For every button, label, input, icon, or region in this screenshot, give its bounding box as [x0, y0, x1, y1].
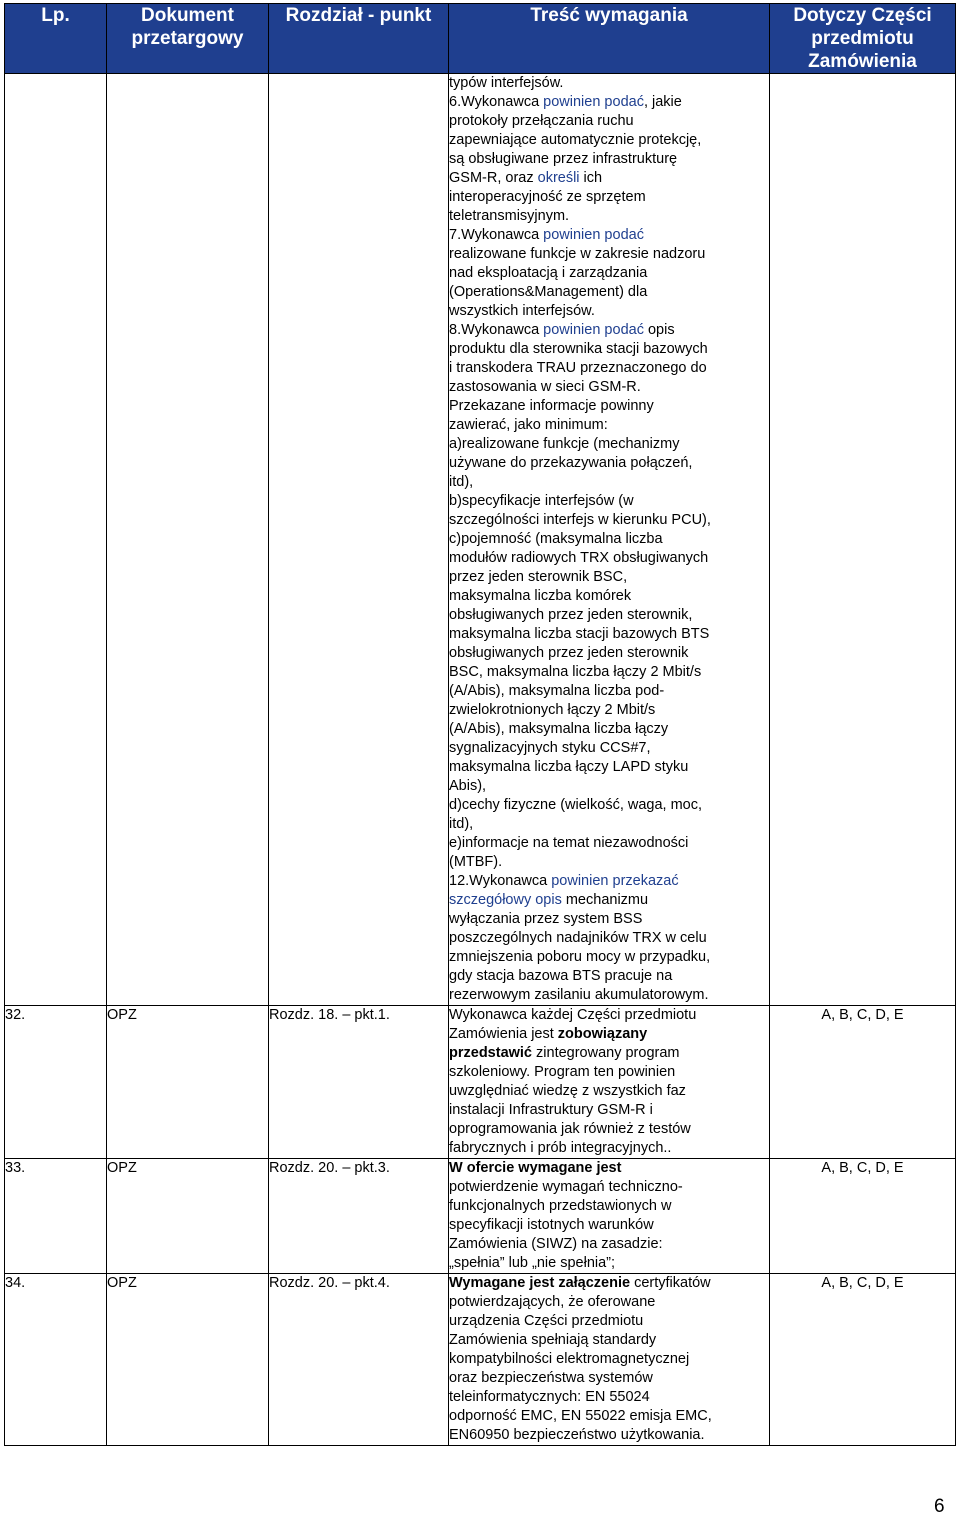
text-line	[449, 663, 769, 682]
text-segment: (MTBF).	[449, 854, 503, 870]
text-line	[449, 264, 769, 283]
cell-lp: 32.	[5, 1006, 107, 1159]
text-line	[449, 739, 769, 758]
text-segment: Zamówienia spełniają standardy	[449, 1332, 657, 1348]
text-segment: gdy stacja bazowa BTS pracuje na	[449, 968, 673, 984]
text-segment: zwielokrotnionych łączy 2 Mbit/s	[449, 702, 656, 718]
text-line	[449, 758, 769, 777]
text-line	[449, 910, 769, 929]
text-segment: oraz bezpieczeństwa systemów	[449, 1370, 653, 1386]
text-segment: itd),	[449, 816, 474, 832]
emphasis-text: powinien podać	[543, 322, 644, 338]
cell-lp: 34.	[5, 1274, 107, 1446]
text-segment: interoperacyjność ze sprzętem	[449, 189, 646, 205]
text-line	[449, 1274, 769, 1293]
text-segment: GSM-R, oraz	[449, 170, 538, 186]
cell-lp: 33.	[5, 1159, 107, 1274]
text-segment: używane do przekazywania połączeń,	[449, 455, 693, 471]
text-line	[449, 150, 769, 169]
text-segment: 8.Wykonawca	[449, 322, 544, 338]
text-segment: i transkodera TRAU przeznaczonego do	[449, 360, 707, 376]
text-line	[449, 378, 769, 397]
text-line	[449, 1216, 769, 1235]
cell-document	[107, 74, 269, 1006]
text-line	[449, 682, 769, 701]
cell-parts: A, B, C, D, E	[770, 1159, 956, 1274]
text-segment: zintegrowany program	[532, 1045, 680, 1061]
header-content: Treść wymagania	[449, 4, 770, 74]
text-segment: Przekazane informacje powinny	[449, 398, 654, 414]
text-segment: typów interfejsów.	[449, 75, 564, 91]
text-line	[449, 1044, 769, 1063]
text-segment: są obsługiwane przez infrastrukturę	[449, 151, 678, 167]
text-segment: urządzenia Części przedmiotu	[449, 1313, 644, 1329]
text-segment: Wykonawca każdej Części przedmiotu	[449, 1007, 697, 1023]
text-segment: itd),	[449, 474, 474, 490]
text-segment: maksymalna liczba stacji bazowych BTS	[449, 626, 710, 642]
text-line	[449, 131, 769, 150]
text-line	[449, 207, 769, 226]
cell-requirement-text	[449, 1274, 770, 1446]
cell-document: OPZ	[107, 1006, 269, 1159]
text-line	[449, 1254, 769, 1273]
text-line	[449, 815, 769, 834]
cell-requirement-text	[449, 1159, 770, 1274]
text-line	[449, 568, 769, 587]
text-line	[449, 1178, 769, 1197]
text-segment: zawierać, jako minimum:	[449, 417, 608, 433]
text-line	[449, 169, 769, 188]
header-parts: Dotyczy Części przedmiotu Zamówienia	[770, 4, 956, 74]
text-segment: a)realizowane funkcje (mechanizmy	[449, 436, 680, 452]
text-segment: instalacji Infrastruktury GSM-R i	[449, 1102, 653, 1118]
text-line	[449, 473, 769, 492]
table-row	[5, 1006, 956, 1159]
text-line	[449, 1197, 769, 1216]
text-line	[449, 245, 769, 264]
text-line	[449, 872, 769, 891]
text-segment: protokoły przełączania ruchu	[449, 113, 634, 129]
table-row	[5, 1159, 956, 1274]
text-segment: nad eksploatacją i zarządzania	[449, 265, 648, 281]
text-segment: mechanizmu	[561, 892, 649, 908]
text-segment: (A/Abis), maksymalna liczba pod-	[449, 683, 665, 699]
text-line	[449, 1426, 769, 1445]
text-segment: d)cechy fizyczne (wielkość, waga, moc,	[449, 797, 703, 813]
text-line	[449, 511, 769, 530]
text-line	[449, 340, 769, 359]
text-line	[449, 777, 769, 796]
text-line	[449, 283, 769, 302]
text-segment: 12.Wykonawca	[449, 873, 552, 889]
page-number: 6	[934, 1496, 945, 1517]
header-lp: Lp.	[5, 4, 107, 74]
cell-parts	[770, 74, 956, 1006]
cell-document: OPZ	[107, 1159, 269, 1274]
text-line	[449, 834, 769, 853]
text-line	[449, 492, 769, 511]
text-line	[449, 986, 769, 1005]
text-segment: „spełnia” lub „nie spełnia”;	[449, 1255, 616, 1271]
emphasis-text: Wymagane jest załączenie	[449, 1275, 631, 1291]
text-line	[449, 891, 769, 910]
text-line	[449, 644, 769, 663]
text-segment: realizowane funkcje w zakresie nadzoru	[449, 246, 706, 262]
text-line	[449, 1293, 769, 1312]
text-segment: szkoleniowy. Program ten powinien	[449, 1064, 676, 1080]
text-segment: c)pojemność (maksymalna liczba	[449, 531, 663, 547]
text-segment: EN60950 bezpieczeństwo użytkowania.	[449, 1427, 705, 1443]
text-line	[449, 1063, 769, 1082]
text-line	[449, 853, 769, 872]
cell-parts: A, B, C, D, E	[770, 1006, 956, 1159]
cell-document: OPZ	[107, 1274, 269, 1446]
text-segment: modułów radiowych TRX obsługiwanych	[449, 550, 709, 566]
text-segment: sygnalizacyjnych styku CCS#7,	[449, 740, 651, 756]
text-line	[449, 74, 769, 93]
emphasis-text: określi	[537, 170, 580, 186]
text-segment: specyfikacji istotnych warunków	[449, 1217, 654, 1233]
emphasis-text: W ofercie wymagane jest	[449, 1160, 622, 1176]
cell-section	[269, 74, 449, 1006]
text-line	[449, 188, 769, 207]
text-segment: funkcjonalnych przedstawionych w	[449, 1198, 672, 1214]
header-section: Rozdział - punkt	[269, 4, 449, 74]
text-line	[449, 549, 769, 568]
text-segment: uwzględniać wiedzę z wszystkich faz	[449, 1083, 686, 1099]
text-segment: produktu dla sterownika stacji bazowych	[449, 341, 708, 357]
table-header-row	[5, 4, 956, 74]
text-segment: 7.Wykonawca	[449, 227, 544, 243]
text-line	[449, 226, 769, 245]
cell-requirement-text	[449, 74, 770, 1006]
header-document: Dokument przetargowy	[107, 4, 269, 74]
text-line	[449, 112, 769, 131]
text-segment: zapewniające automatycznie protekcję,	[449, 132, 702, 148]
text-line	[449, 93, 769, 112]
text-segment: wyłączania przez system BSS	[449, 911, 643, 927]
text-segment: opis	[643, 322, 675, 338]
text-segment: wszystkich interfejsów.	[449, 303, 595, 319]
text-line	[449, 1025, 769, 1044]
text-segment: 6.Wykonawca	[449, 94, 544, 110]
text-segment: certyfikatów	[630, 1275, 711, 1291]
cell-section: Rozdz. 20. – pkt.3.	[269, 1159, 449, 1274]
text-line	[449, 929, 769, 948]
text-segment: obsługiwanych przez jeden sterownik	[449, 645, 689, 661]
text-line	[449, 530, 769, 549]
text-line	[449, 359, 769, 378]
text-segment: Zamówienia (SIWZ) na zasadzie:	[449, 1236, 663, 1252]
text-line	[449, 587, 769, 606]
text-segment: maksymalna liczba łączy LAPD styku	[449, 759, 689, 775]
cell-section: Rozdz. 18. – pkt.1.	[269, 1006, 449, 1159]
text-line	[449, 1159, 769, 1178]
text-segment: zmniejszenia poboru mocy w przypadku,	[449, 949, 711, 965]
text-line	[449, 1006, 769, 1025]
text-line	[449, 1082, 769, 1101]
text-line	[449, 1139, 769, 1158]
cell-parts: A, B, C, D, E	[770, 1274, 956, 1446]
table-row-continuation	[5, 74, 956, 1006]
cell-requirement-text	[449, 1006, 770, 1159]
text-segment: rezerwowym zasilaniu akumulatorowym.	[449, 987, 709, 1003]
cell-lp	[5, 74, 107, 1006]
text-line	[449, 1101, 769, 1120]
text-segment: potwierdzających, że oferowane	[449, 1294, 656, 1310]
text-line	[449, 796, 769, 815]
text-segment: szczególności interfejs w kierunku PCU),	[449, 512, 711, 528]
text-segment: , jakie	[643, 94, 682, 110]
text-segment: teletransmisyjnym.	[449, 208, 570, 224]
text-line	[449, 435, 769, 454]
text-line	[449, 606, 769, 625]
text-segment: zastosowania w sieci GSM-R.	[449, 379, 641, 395]
text-line	[449, 1331, 769, 1350]
text-line	[449, 416, 769, 435]
text-segment: kompatybilności elektromagnetycznej	[449, 1351, 690, 1367]
text-line	[449, 397, 769, 416]
text-segment: poszczególnych nadajników TRX w celu	[449, 930, 707, 946]
text-segment: obsługiwanych przez jeden sterownik,	[449, 607, 693, 623]
emphasis-text: powinien podać	[543, 94, 644, 110]
requirements-table	[4, 3, 956, 1446]
text-line	[449, 302, 769, 321]
text-segment: ich	[579, 170, 603, 186]
text-line	[449, 1235, 769, 1254]
emphasis-text: przedstawić	[449, 1045, 532, 1061]
text-segment: (A/Abis), maksymalna liczba łączy	[449, 721, 669, 737]
text-line	[449, 1350, 769, 1369]
text-line	[449, 948, 769, 967]
text-line	[449, 1312, 769, 1331]
emphasis-text: powinien przekazać	[551, 873, 679, 889]
text-line	[449, 720, 769, 739]
table-row	[5, 1274, 956, 1446]
text-line	[449, 321, 769, 340]
text-line	[449, 701, 769, 720]
text-segment: Abis),	[449, 778, 487, 794]
text-segment: Zamówienia jest	[449, 1026, 558, 1042]
emphasis-text: powinien podać	[543, 227, 644, 243]
text-segment: maksymalna liczba komórek	[449, 588, 632, 604]
text-segment: fabrycznych i prób integracyjnych..	[449, 1140, 672, 1156]
text-segment: b)specyfikacje interfejsów (w	[449, 493, 634, 509]
text-line	[449, 454, 769, 473]
text-segment: (Operations&Management) dla	[449, 284, 648, 300]
emphasis-text: zobowiązany	[557, 1026, 648, 1042]
text-segment: teleinformatycznych: EN 55024	[449, 1389, 650, 1405]
text-segment: oprogramowania jak również z testów	[449, 1121, 691, 1137]
text-line	[449, 625, 769, 644]
text-line	[449, 967, 769, 986]
text-line	[449, 1120, 769, 1139]
text-segment: przez jeden sterownik BSC,	[449, 569, 628, 585]
text-segment: potwierdzenie wymagań techniczno-	[449, 1179, 683, 1195]
text-segment: BSC, maksymalna liczba łączy 2 Mbit/s	[449, 664, 702, 680]
text-segment: odporność EMC, EN 55022 emisja EMC,	[449, 1408, 712, 1424]
cell-section: Rozdz. 20. – pkt.4.	[269, 1274, 449, 1446]
text-line	[449, 1407, 769, 1426]
text-segment: e)informacje na temat niezawodności	[449, 835, 689, 851]
text-line	[449, 1369, 769, 1388]
emphasis-text: szczegółowy opis	[449, 892, 562, 908]
text-line	[449, 1388, 769, 1407]
